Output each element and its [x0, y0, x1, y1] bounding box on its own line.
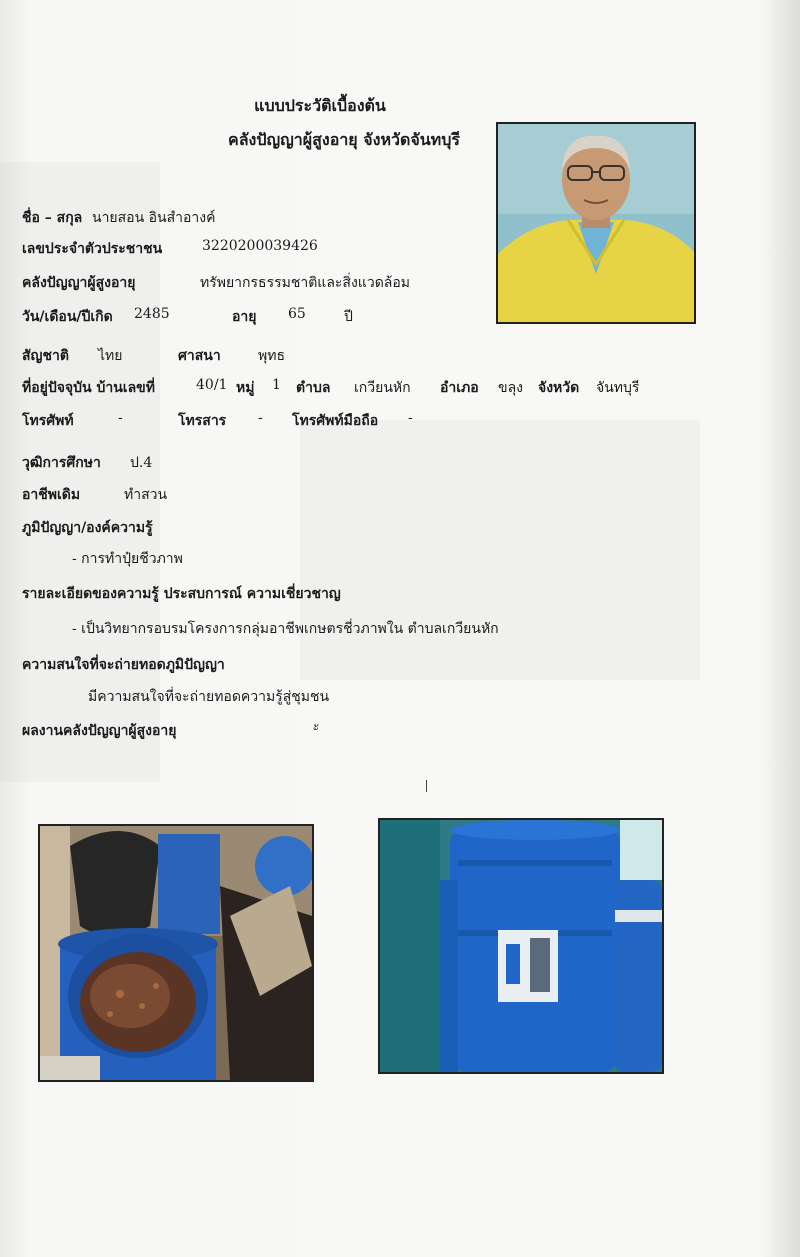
- compost-barrel-photo: [38, 824, 314, 1082]
- education-value: ป.4: [130, 455, 153, 471]
- page-subtitle: คลังปัญญาผู้สูงอายุ จังหวัดจันทบุรี: [228, 130, 460, 149]
- compost-barrel-image: [40, 826, 312, 1080]
- id-value: 3220200039426: [202, 238, 318, 254]
- nationality-value: ไทย: [98, 348, 123, 364]
- details-heading: รายละเอียดของความรู้ ประสบการณ์ ความเชี่ยวชาญ: [22, 586, 341, 602]
- wisdom-heading: ภูมิปัญญา/องค์ความรู้: [22, 520, 153, 536]
- tambon-label: ตำบล: [296, 380, 331, 396]
- transfer-heading: ความสนใจที่จะถ่ายทอดภูมิปัญญา: [22, 657, 225, 673]
- tambon-value: เกวียนหัก: [354, 380, 411, 396]
- category-value: ทรัพยากรธรรมชาติและสิ่งแวดล้อม: [200, 275, 410, 291]
- province-value: จันทบุรี: [596, 380, 640, 396]
- fax-value: -: [258, 410, 263, 426]
- occupation-label: อาชีพเดิม: [22, 487, 81, 503]
- blue-barrel-image: [380, 820, 662, 1072]
- phone-label: โทรศัพท์: [22, 413, 74, 429]
- birth-value: 2485: [134, 306, 170, 322]
- stray-line: [426, 780, 427, 792]
- age-unit: ปี: [344, 309, 353, 325]
- age-value: 65: [288, 306, 306, 322]
- category-label: คลังปัญญาผู้สูงอายุ: [22, 275, 136, 291]
- wisdom-item: - การทำปุ๋ยชีวภาพ: [72, 551, 183, 567]
- nationality-label: สัญชาติ: [22, 348, 69, 364]
- works-heading: ผลงานคลังปัญญาผู้สูงอายุ: [22, 723, 177, 739]
- mobile-label: โทรศัพท์มือถือ: [292, 413, 379, 429]
- age-label: อายุ: [232, 309, 257, 325]
- house-number: 40/1: [196, 377, 228, 393]
- fax-label: โทรสาร: [178, 413, 227, 429]
- name-value: นายสอน อินสำอางค์: [92, 210, 216, 226]
- name-label: ชื่อ – สกุล: [22, 210, 83, 226]
- details-item: - เป็นวิทยากรอบรมโครงการกลุ่มอาชีพเกษตรชี่วภาพใน ตำบลเกวียนหัก: [72, 621, 499, 637]
- mobile-value: -: [408, 410, 413, 426]
- page-title: แบบประวัติเบื้องต้น: [254, 96, 386, 115]
- bleed-through-block: [300, 420, 700, 680]
- education-label: วุฒิการศึกษา: [22, 455, 101, 471]
- religion-value: พุทธ: [258, 348, 286, 364]
- occupation-value: ทำสวน: [124, 487, 168, 503]
- portrait-image: [498, 124, 694, 322]
- transfer-item: มีความสนใจที่จะถ่ายทอดความรู้สู่ชุมชน: [88, 689, 330, 705]
- moo-label: หมู่: [236, 380, 255, 396]
- id-label: เลขประจำตัวประชาชน: [22, 241, 163, 257]
- birth-label: วัน/เดือน/ปีเกิด: [22, 309, 113, 325]
- moo-value: 1: [272, 377, 281, 393]
- province-label: จังหวัด: [538, 380, 580, 396]
- amphoe-label: อำเภอ: [440, 380, 479, 396]
- blue-barrel-photo: [378, 818, 664, 1074]
- amphoe-value: ขลุง: [498, 380, 523, 396]
- phone-value: -: [118, 410, 123, 426]
- portrait-photo: [496, 122, 696, 324]
- address-label: ที่อยู่ปัจจุบัน บ้านเลขที่: [22, 380, 155, 396]
- religion-label: ศาสนา: [178, 348, 221, 364]
